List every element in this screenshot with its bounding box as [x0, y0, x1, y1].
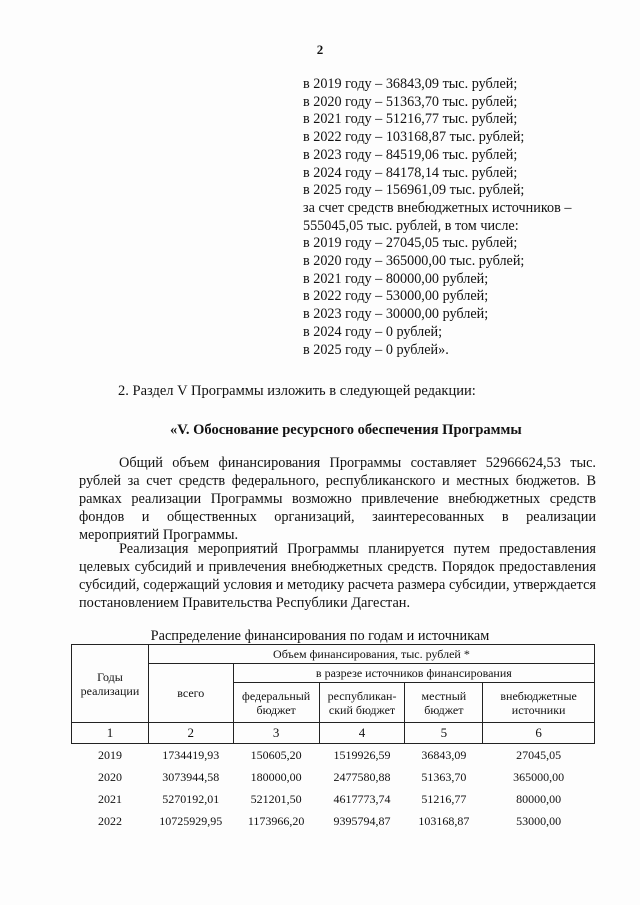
budget-line: в 2020 году – 365000,00 тыс. рублей; [303, 253, 525, 270]
header-federal: федеральный бюджет [233, 683, 319, 723]
financing-table [71, 644, 595, 832]
cell-year: 2020 [97, 770, 122, 784]
paragraph-text: Общий объем финансирования Программы составляет 52966624,53 тыс. рублей за счет средств федерального, республиканского и местных бюджетов. В рамках реализации Программы возможно привлечение внебюджетных средств фондов и общественных организаций, заинтересованных в реализации мероприятий Программы. [79, 455, 596, 543]
cell-local: 103168,87 [418, 814, 470, 828]
budget-line: за счет средств внебюджетных источников – [303, 199, 572, 216]
cell-republic: 9395794,87 [333, 814, 391, 828]
header-sources: в разрезе источников финансирования [233, 664, 594, 683]
cell-federal: 150605,20 [250, 748, 302, 762]
budget-line: в 2021 году – 80000,00 рублей; [303, 270, 489, 287]
budget-line: в 2025 году – 156961,09 тыс. рублей; [303, 182, 525, 199]
column-number: 3 [233, 723, 319, 744]
column-number-row [72, 723, 595, 744]
table-row [72, 810, 595, 832]
cell-year: 2019 [97, 748, 122, 762]
table-row [72, 744, 595, 767]
budget-line: в 2024 году – 0 рублей; [303, 323, 443, 340]
cell-republic: 1519926,59 [333, 748, 391, 762]
cell-extra: 53000,00 [516, 814, 562, 828]
table-header-row [72, 664, 595, 683]
cell-total: 5270192,01 [162, 792, 220, 806]
table-row [72, 766, 595, 788]
header-years: Годы реализации [72, 645, 149, 723]
budget-line: в 2021 году – 51216,77 тыс. рублей; [303, 111, 518, 128]
budget-line: в 2019 году – 27045,05 тыс. рублей; [303, 235, 518, 252]
budget-breakdown-list [303, 76, 603, 359]
header-extra: внебюджетные источники [483, 683, 595, 723]
cell-federal: 1173966,20 [247, 814, 305, 828]
budget-line: в 2022 году – 53000,00 рублей; [303, 288, 489, 305]
cell-local: 51363,70 [421, 770, 467, 784]
budget-line: в 2022 году – 103168,87 тыс. рублей; [303, 129, 525, 146]
column-number: 5 [405, 723, 483, 744]
budget-line: в 2024 году – 84178,14 тыс. рублей; [303, 164, 518, 181]
paragraph-implementation [79, 540, 596, 612]
header-local: местный бюджет [405, 683, 483, 723]
table-caption: Распределение финансирования по годам и источникам [150, 628, 490, 644]
cell-extra: 365000,00 [513, 770, 565, 784]
cell-year: 2021 [97, 792, 122, 806]
header-total: всего [148, 664, 233, 723]
cell-year: 2022 [97, 814, 122, 828]
section-title: «V. Обоснование ресурсного обеспечения Программы [170, 422, 522, 438]
budget-line: в 2023 году – 30000,00 рублей; [303, 306, 489, 323]
header-republic: республикан-ский бюджет [319, 683, 405, 723]
paragraph-text: Реализация мероприятий Программы планируется путем предоставления целевых субсидий и привлечения внебюджетных средств. Порядок предоставления субсидий, содержащий условия и методику расчета размера субсидии, утверждается постановлением Правительства Республики Дагестан. [79, 541, 596, 611]
header-volume: Объем финансирования, тыс. рублей * [148, 645, 594, 664]
budget-line: в 2023 году – 84519,06 тыс. рублей; [303, 146, 518, 163]
cell-total: 1734419,93 [162, 748, 220, 762]
cell-republic: 2477580,88 [333, 770, 391, 784]
table-row [72, 788, 595, 810]
column-number: 6 [483, 723, 595, 744]
cell-federal: 180000,00 [250, 770, 302, 784]
cell-local: 51216,77 [421, 792, 467, 806]
cell-republic: 4617773,74 [333, 792, 391, 806]
cell-total: 10725929,95 [159, 814, 223, 828]
column-number: 2 [148, 723, 233, 744]
cell-local: 36843,09 [421, 748, 467, 762]
budget-line: в 2020 году – 51363,70 тыс. рублей; [303, 93, 518, 110]
column-number: 1 [72, 723, 149, 744]
paragraph-funding [79, 454, 596, 544]
cell-extra: 27045,05 [516, 748, 562, 762]
budget-line: в 2019 году – 36843,09 тыс. рублей; [303, 76, 518, 92]
budget-line: 555045,05 тыс. рублей, в том числе: [303, 217, 519, 234]
budget-line: в 2025 году – 0 рублей». [303, 341, 449, 358]
section-instruction: 2. Раздел V Программы изложить в следующей редакции: [118, 383, 476, 399]
cell-federal: 521201,50 [250, 792, 302, 806]
column-number: 4 [319, 723, 405, 744]
cell-total: 3073944,58 [162, 770, 220, 784]
page-number: 2 [316, 42, 324, 57]
table-header-row [72, 645, 595, 664]
cell-extra: 80000,00 [516, 792, 562, 806]
